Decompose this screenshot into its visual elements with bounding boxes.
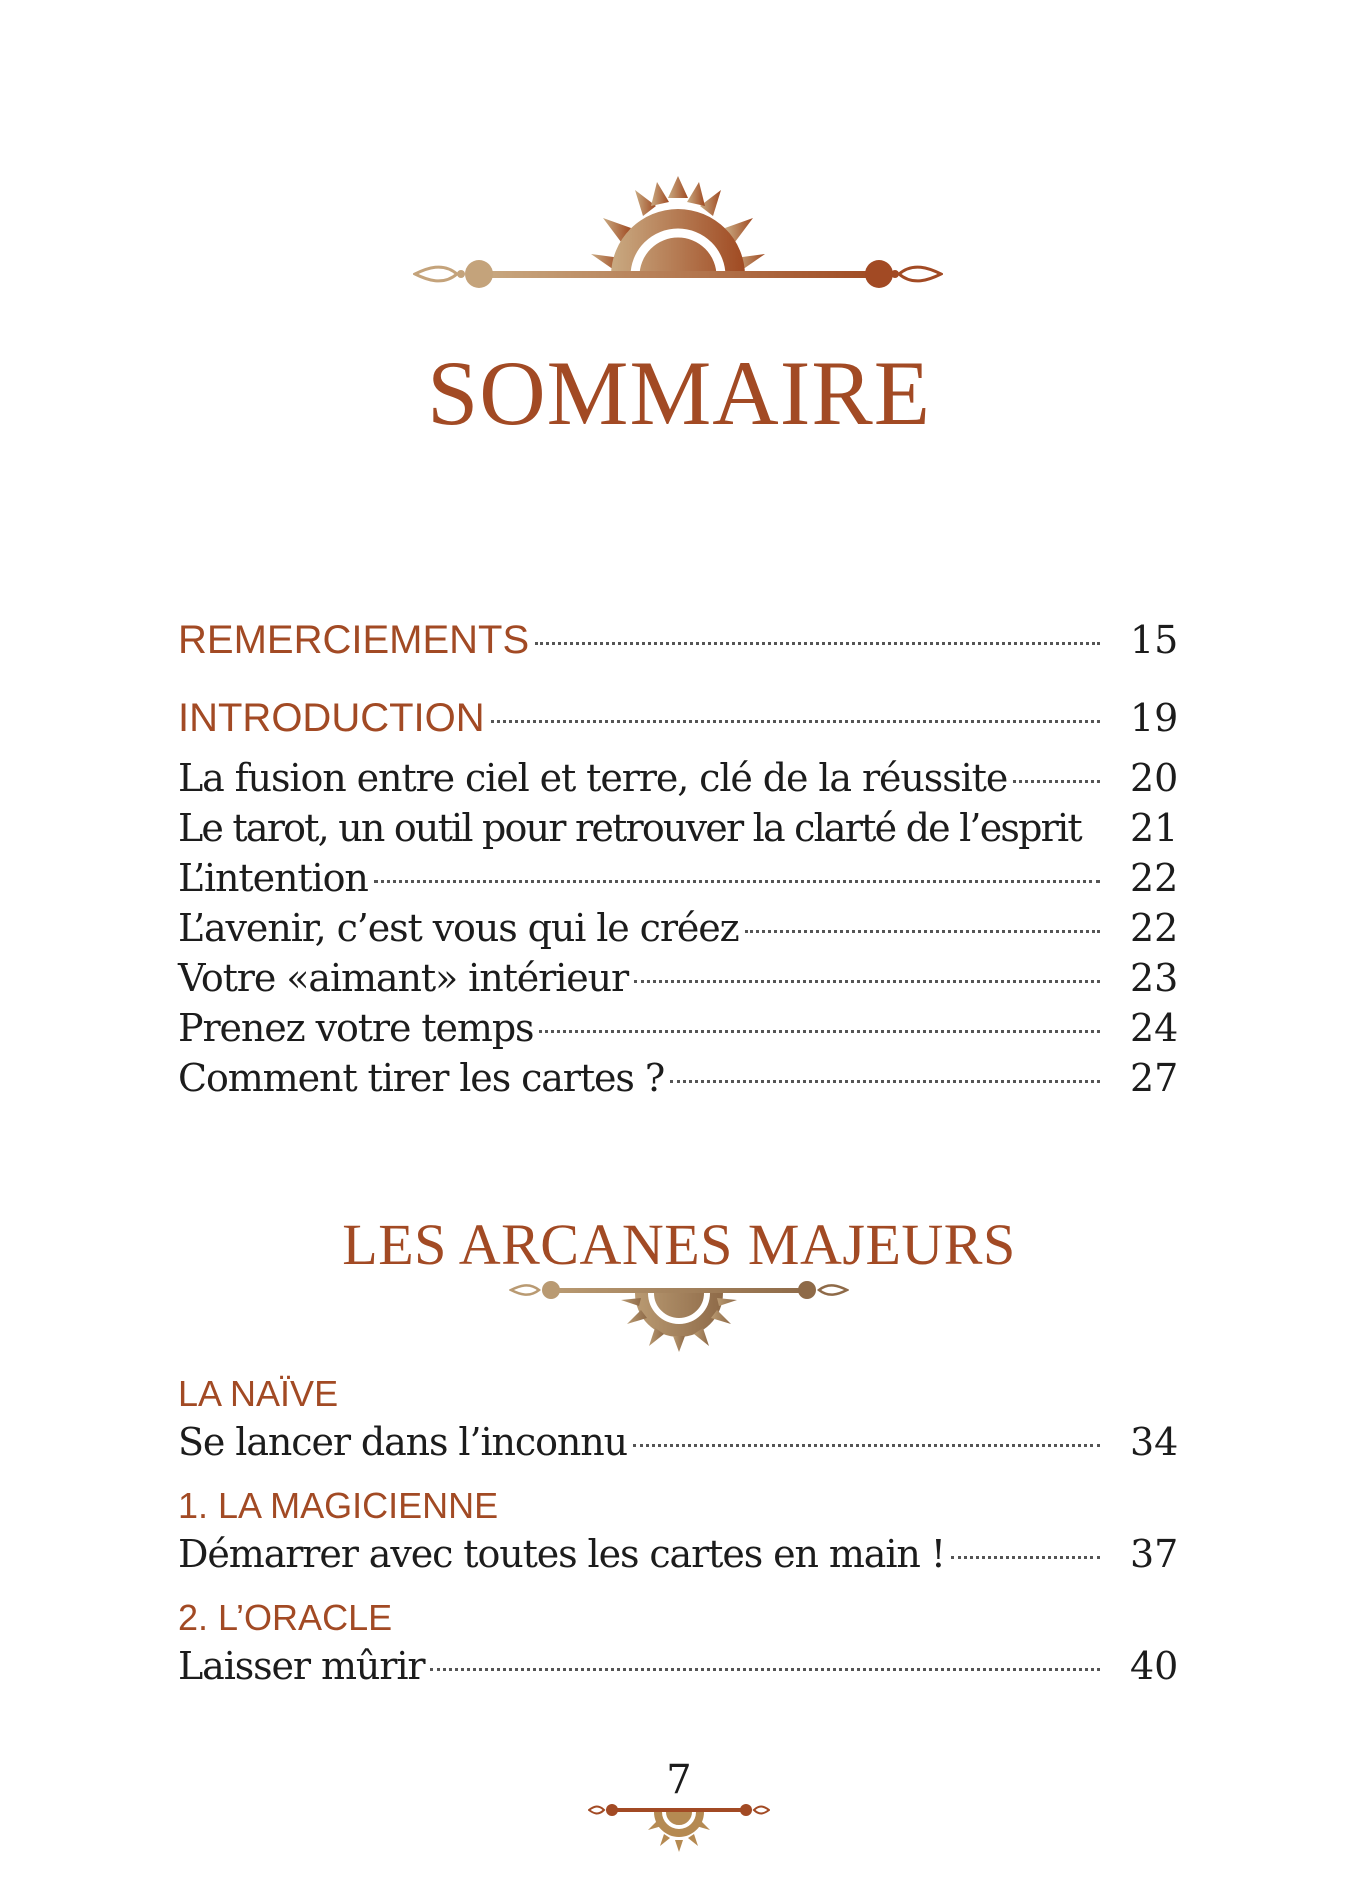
page-number: 27 xyxy=(1130,1056,1179,1100)
toc-entry-label: L’avenir, c’est vous qui le créez xyxy=(178,906,739,950)
toc-heading-label: REMERCIEMENTS xyxy=(178,618,530,662)
toc-entry-row[interactable] xyxy=(178,906,1178,956)
toc-entry-row[interactable] xyxy=(178,1532,1178,1582)
toc-entry-row[interactable] xyxy=(178,856,1178,906)
dot-leader xyxy=(535,642,1100,645)
page-number: 24 xyxy=(1130,1006,1179,1050)
dot-leader xyxy=(491,720,1100,723)
dot-leader xyxy=(539,1030,1100,1033)
page-number: 20 xyxy=(1130,756,1179,800)
arcane-title: 1. LA MAGICIENNE xyxy=(178,1485,499,1526)
page-number: 22 xyxy=(1130,906,1179,950)
toc-row-remerciements[interactable] xyxy=(178,618,1178,678)
toc-entry-label: L’intention xyxy=(178,856,368,900)
toc-entry-label: La fusion entre ciel et terre, clé de la réussite xyxy=(178,756,1008,800)
sun-ornament-icon xyxy=(413,176,943,294)
dot-leader xyxy=(745,930,1100,933)
sun-ornament-icon xyxy=(509,1276,849,1354)
dot-leader xyxy=(951,1556,1100,1559)
toc-entry-label: Se lancer dans l’inconnu xyxy=(178,1420,627,1464)
toc-entry-row[interactable] xyxy=(178,956,1178,1006)
toc-entry-label: Prenez votre temps xyxy=(178,1006,534,1050)
toc-entry-row[interactable] xyxy=(178,1420,1178,1470)
toc-intro-block xyxy=(178,618,1178,1106)
dot-leader xyxy=(430,1668,1100,1671)
toc-entry-row[interactable] xyxy=(178,756,1178,806)
dot-leader xyxy=(374,880,1100,883)
page-number: 19 xyxy=(1130,696,1179,740)
page-number: 15 xyxy=(1130,618,1179,662)
arcane-title: LA NAÏVE xyxy=(178,1373,339,1414)
section-title: LES ARCANES MAJEURS xyxy=(342,1212,1016,1277)
arcane-title: 2. L’ORACLE xyxy=(178,1597,393,1638)
toc-entry-label: Votre «aimant» intérieur xyxy=(178,956,629,1000)
toc-entry-label: Démarrer avec toutes les cartes en main ! xyxy=(178,1532,945,1576)
toc-entry-row[interactable] xyxy=(178,806,1178,856)
dot-leader xyxy=(634,980,1100,983)
page-number: 40 xyxy=(1130,1644,1179,1688)
toc-entry-row[interactable] xyxy=(178,1006,1178,1056)
dot-leader xyxy=(670,1080,1100,1083)
toc-arcanes-block xyxy=(178,1368,1178,1694)
page-number: 34 xyxy=(1130,1420,1179,1464)
toc-row-introduction[interactable] xyxy=(178,696,1178,756)
page-number: 22 xyxy=(1130,856,1179,900)
toc-entry-label: Le tarot, un outil pour retrouver la clarté de l’esprit xyxy=(178,806,1081,850)
page-number: 37 xyxy=(1130,1532,1179,1576)
toc-entry-label: Laisser mûrir xyxy=(178,1644,425,1688)
page-number: 23 xyxy=(1130,956,1179,1000)
dot-leader xyxy=(633,1444,1100,1447)
toc-heading-label: INTRODUCTION xyxy=(178,696,485,740)
page-title: SOMMAIRE xyxy=(427,342,931,444)
dot-leader xyxy=(1013,780,1100,783)
sun-ornament-icon xyxy=(588,1798,770,1854)
dot-leader xyxy=(1081,830,1100,833)
toc-entry-label: Comment tirer les cartes ? xyxy=(178,1056,665,1100)
toc-entry-row[interactable] xyxy=(178,1056,1178,1106)
page-folio: 7 xyxy=(666,1757,692,1803)
page-number: 21 xyxy=(1130,806,1179,850)
toc-entry-row[interactable] xyxy=(178,1644,1178,1694)
